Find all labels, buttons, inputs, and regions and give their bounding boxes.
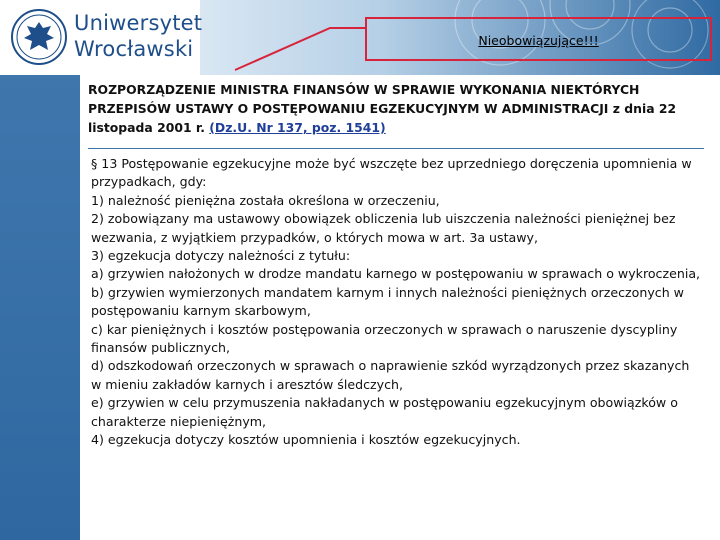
paragraph: d) odszkodowań orzeczonych w sprawach o naprawienie szkód wyrządzonych przez skazanych w mieniu zakładów karnych i aresztów śledczych, bbox=[91, 358, 690, 392]
logo-text-line2: Wrocławski bbox=[74, 37, 194, 61]
document-title bbox=[88, 80, 688, 137]
paragraph: b) grzywien wymierzonych mandatem karnym i innych należności pieniężnych orzeczonych w postępowaniu karnym skarbowym, bbox=[91, 284, 684, 319]
paragraph: e) grzywien w celu przymuszenia nakładanych w postępowaniu egzekucyjnym obowiązków o charakterze niepieniężnym, bbox=[91, 395, 678, 429]
paragraph: 4) egzekucja dotyczy kosztów upomnienia i kosztów egzekucyjnych. bbox=[91, 432, 521, 448]
notice-text: Nieobowiązujące!!! bbox=[478, 33, 599, 48]
document-body bbox=[91, 155, 701, 450]
paragraph: a) grzywien nałożonych w drodze mandatu karnego w postępowaniu w sprawach o wykroczenia, bbox=[91, 266, 701, 282]
paragraph: 3) egzekucja dotyczy należności z tytułu: bbox=[91, 248, 351, 264]
journal-reference-link[interactable]: (Dz.U. Nr 137, poz. 1541) bbox=[209, 120, 386, 135]
paragraph: c) kar pieniężnych i kosztów postępowania orzeczonych w sprawach o naruszenie dyscypliny finansów publicznych, bbox=[91, 321, 678, 356]
notice-box bbox=[365, 17, 712, 61]
paragraph: § 13 Postępowanie egzekucyjne może być wszczęte bez uprzedniego doręczenia upomnienia w przypadkach, gdy: bbox=[91, 156, 692, 190]
title-text: ROZPORZĄDZENIE MINISTRA FINANSÓW W SPRAWIE WYKONANIA NIEKTÓRYCH PRZEPISÓW USTAWY O POSTĘPOWANIU EGZEKUCYJNYM W ADMINISTRACJI z dnia 22 listopada 2001 r. bbox=[88, 82, 677, 135]
paragraph: 2) zobowiązany ma ustawowy obowiązek obliczenia lub uiszczenia należności pieniężnej bez wezwania, z wyjątkiem przypadków, o których mowa w art. 3a ustawy, bbox=[91, 211, 676, 245]
logo-text-line1: Uniwersytet bbox=[74, 11, 203, 35]
title-divider bbox=[88, 148, 704, 149]
left-sidebar-band bbox=[0, 75, 80, 540]
paragraph: 1) należność pieniężna została określona w orzeczeniu, bbox=[91, 192, 440, 208]
